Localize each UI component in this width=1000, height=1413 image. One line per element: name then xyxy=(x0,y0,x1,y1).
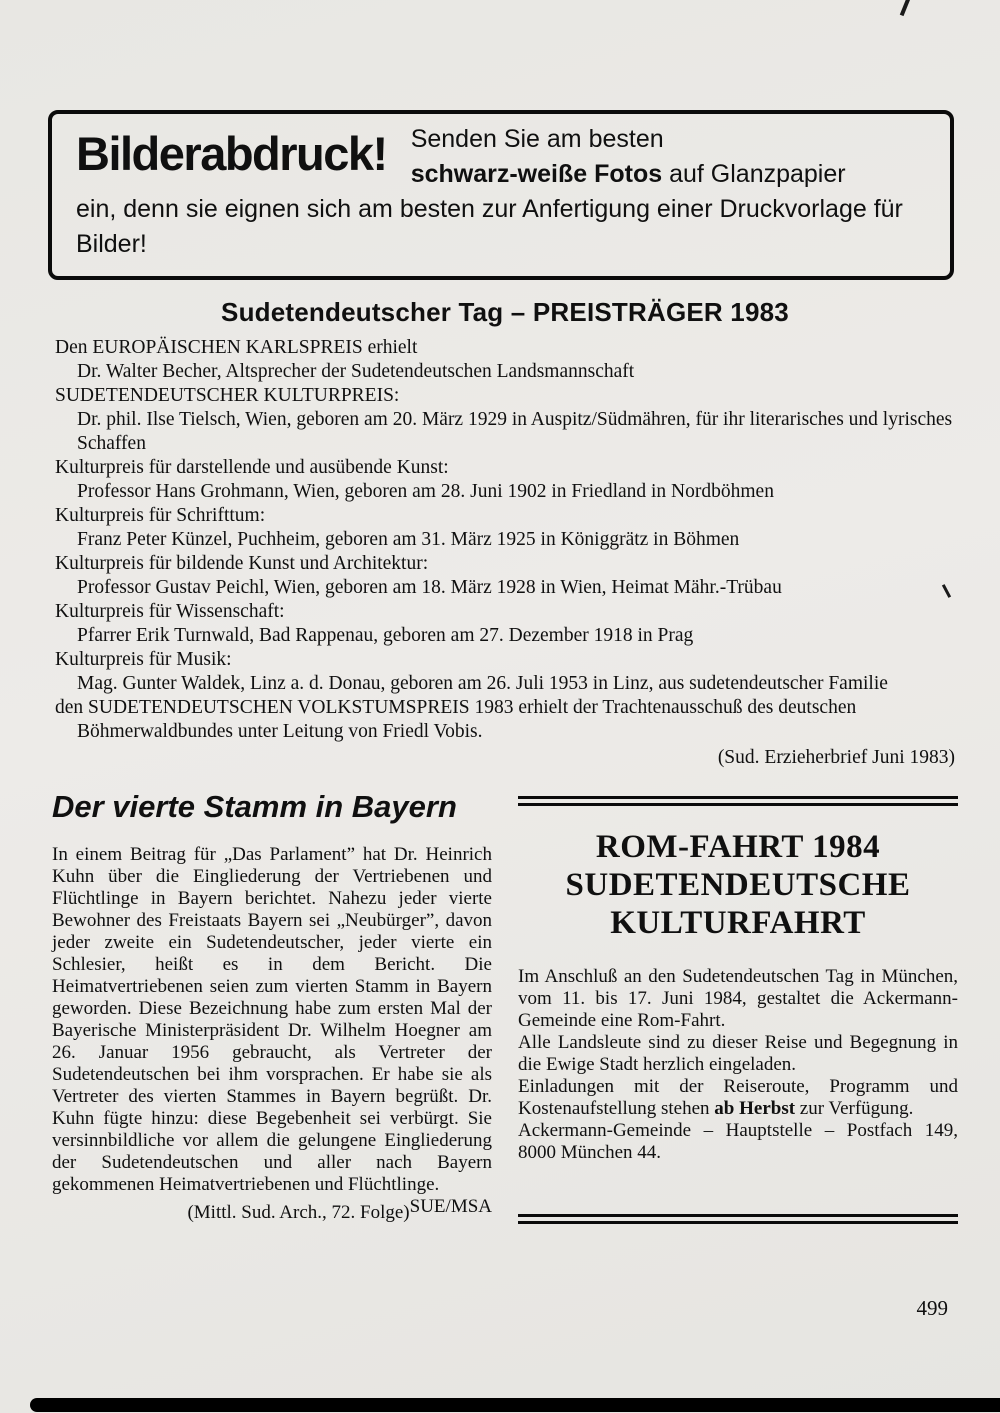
rom-body xyxy=(518,966,958,1164)
rom-paragraph: Alle Landsleute sind zu dieser Reise und Begegnung in die Ewige Stadt herzlich eingeladen. xyxy=(518,1032,958,1075)
awards-source: (Sud. Erzieherbrief Juni 1983) xyxy=(717,747,955,768)
award-label: Kulturpreis für Wissenschaft: xyxy=(55,601,285,622)
notice-line1: Senden Sie am besten xyxy=(410,125,664,153)
article-source: (Mittl. Sud. Arch., 72. Folge) xyxy=(187,1202,410,1223)
award-label: Kulturpreis für Musik: xyxy=(55,649,232,670)
award-entry xyxy=(55,648,955,696)
award-entry xyxy=(55,600,955,648)
award-label: SUDETENDEUTSCHER KULTURPREIS: xyxy=(55,385,400,406)
awards-section xyxy=(55,297,955,770)
award-label: Kulturpreis für Schrifttum: xyxy=(55,505,266,526)
article-heading: Der vierte Stamm in Bayern xyxy=(52,789,457,824)
article-text: In einem Beitrag für „Das Parlament” hat Dr. Heinrich Kuhn über die Eingliederung der Vertriebenen und Flüchtlinge in Bayern berichtet. Nahezu jeder vierte Bewohner des Freistaats Bayern sei „Neubürger”, davon jeder zweite ein Sudetendeutscher, jeder vierte ein Schlesier, heißt es in dem Bericht. Die Heimatvertriebenen seien zum vierten Stamm in Bayern geworden. Diese Bezeichnung habe zum ersten Mal der Bayerische Ministerpräsident Dr. Wilhelm Hoegner am 26. Januar 1956 gebraucht, als Vertreter der Sudetendeutschen bei ihm vorsprachen. Er habe sie als Vertreter des vierten Stammes in Bayern begrüßt. Dr. Kuhn fügte hinzu: diese Begebenheit sei verbürgt. Sie versinnbildliche vor allem die gelungene Eingliederung der Sudetendeutschen und aller nach Bayern gekommenen Heimatvertriebenen und Flüchtlinge. xyxy=(52,844,492,1195)
award-label: Den EUROPÄISCHEN KARLSPREIS erhielt xyxy=(55,337,418,358)
award-detail: Professor Gustav Peichl, Wien, geboren am 18. März 1928 in Wien, Heimat Mähr.-Trübau xyxy=(77,577,782,598)
article-signature: SUE/MSA xyxy=(409,1196,492,1217)
notice-line2-bold: schwarz-weiße Fotos xyxy=(410,160,663,188)
award-entry xyxy=(55,456,955,504)
article-vierter-stamm xyxy=(52,790,492,1224)
notice-line2-rest: auf Glanzpapier xyxy=(662,160,846,188)
award-detail: Dr. phil. Ilse Tielsch, Wien, geboren am 20. März 1929 in Auspitz/Südmähren, für ihr literarisches und lyrisches Schaffen xyxy=(77,409,953,454)
award-label: Kulturpreis für bildende Kunst und Architektur: xyxy=(55,553,429,574)
award-detail: Dr. Walter Becher, Altsprecher der Sudetendeutschen Landsmannschaft xyxy=(77,361,635,382)
rom-title-line2: SUDETENDEUTSCHE xyxy=(565,867,911,903)
awards-closing: den SUDETENDEUTSCHEN VOLKSTUMSPREIS 1983 erhielt der Trachtenausschuß des deutschen Böhmerwaldbundes unter Leitung von Friedl Vobis. xyxy=(55,697,857,742)
rom-title-line1: ROM-FAHRT 1984 xyxy=(595,829,881,865)
award-detail: Franz Peter Künzel, Puchheim, geboren am 31. März 1925 in Königgrätz in Böhmen xyxy=(77,529,740,550)
award-detail: Professor Hans Grohmann, Wien, geboren am 28. Juni 1902 in Friedland in Nordböhmen xyxy=(77,481,774,502)
article-rom-fahrt xyxy=(518,790,958,1224)
award-detail: Mag. Gunter Waldek, Linz a. d. Donau, geboren am 26. Juli 1953 in Linz, aus sudetendeutscher Familie xyxy=(77,673,888,694)
two-column-section xyxy=(52,790,958,1224)
double-rule-bottom xyxy=(518,1214,958,1224)
rom-paragraph: Ackermann-Gemeinde – Hauptstelle – Postfach 149, 8000 München 44. xyxy=(518,1120,958,1163)
notice-rest: ein, denn sie eignen sich am besten zur Anfertigung einer Druckvorlage für Bilder! xyxy=(76,195,903,258)
award-entry xyxy=(55,336,955,384)
notice-title: Bilderabdruck! xyxy=(76,127,387,180)
award-detail: Pfarrer Erik Turnwald, Bad Rappenau, geboren am 27. Dezember 1918 in Prag xyxy=(77,625,694,646)
double-rule-top xyxy=(518,796,958,806)
rom-paragraph: Im Anschluß an den Sudetendeutschen Tag in München, vom 11. bis 17. Juni 1984, gestaltet die Ackermann-Gemeinde eine Rom-Fahrt. xyxy=(518,966,958,1031)
scan-mark xyxy=(900,0,910,16)
award-entry xyxy=(55,504,955,552)
rom-title xyxy=(518,828,958,942)
awards-heading: Sudetendeutscher Tag – PREISTRÄGER 1983 xyxy=(221,297,789,327)
rom-paragraph xyxy=(518,1076,958,1120)
award-entry xyxy=(55,384,955,456)
photo-notice-box xyxy=(48,110,954,280)
scan-edge-bar xyxy=(30,1398,1000,1412)
rom-title-line3: KULTURFAHRT xyxy=(610,905,866,941)
rom-p3-pre: Einladungen mit der Reiseroute, Programm und Kostenaufstellung stehen xyxy=(518,1076,958,1119)
rom-p3-bold: ab Herbst xyxy=(714,1098,796,1119)
page-number: 499 xyxy=(916,1296,948,1320)
award-label: Kulturpreis für darstellende und ausübende Kunst: xyxy=(55,457,449,478)
rom-p3-post: zur Verfügung. xyxy=(795,1098,914,1119)
award-entry xyxy=(55,552,955,600)
